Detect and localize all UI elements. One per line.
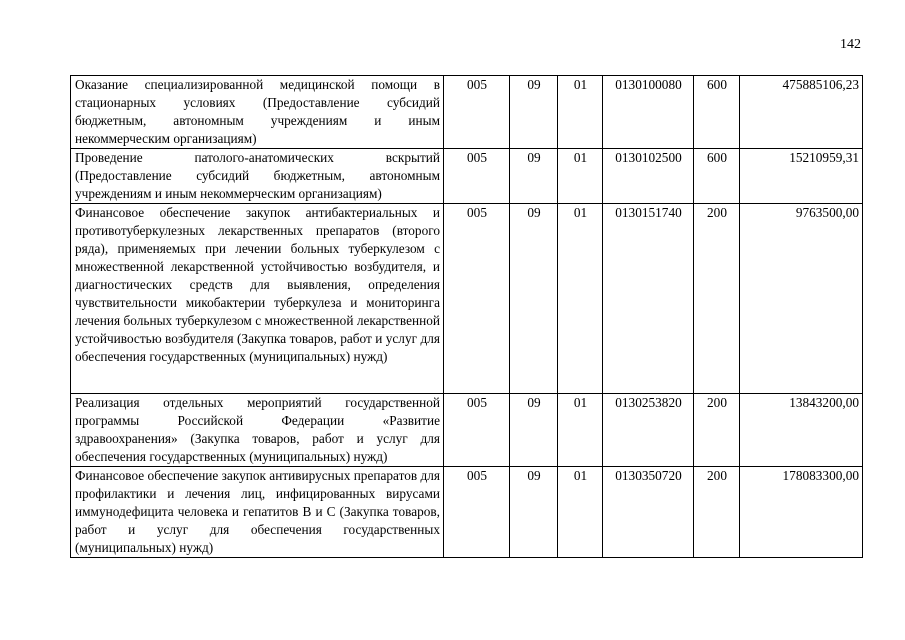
row-description: Финансовое обеспечение закупок антивирусных препаратов для профилактики и лечения лиц, инфицированных вирусами иммунодефицита человека и гепатитов В и С (Закупка товаров, работ и услуг для обеспечения государственных (муниципальных) нужд) (71, 467, 444, 558)
amount: 178083300,00 (740, 467, 863, 558)
page-number: 142 (840, 37, 861, 52)
ministry-code: 005 (444, 467, 510, 558)
table-row (71, 394, 863, 467)
section-code: 09 (510, 467, 558, 558)
table-row (71, 76, 863, 149)
target-article-code: 0130253820 (603, 394, 694, 467)
subsection-code: 01 (558, 467, 603, 558)
amount: 475885106,23 (740, 76, 863, 149)
target-article-code: 0130100080 (603, 76, 694, 149)
target-article-code: 0130102500 (603, 149, 694, 204)
ministry-code: 005 (444, 204, 510, 394)
budget-table (70, 75, 863, 558)
row-description: Финансовое обеспечение закупок антибактериальных и противотуберкулезных лекарственных препаратов (второго ряда), применяемых при лечении больных туберкулезом с множественной лекарственной устойчивостью возбудителя, и диагностических средств для выявления, определения чувствительности микобактерии туберкулеза и мониторинга лечения больных туберкулезом с множественной лекарственной устойчивостью возбудителя (Закупка товаров, работ и услуг для обеспечения государственных (муниципальных) нужд) (71, 204, 444, 394)
subsection-code: 01 (558, 76, 603, 149)
expense-type-code: 600 (694, 76, 740, 149)
subsection-code: 01 (558, 394, 603, 467)
ministry-code: 005 (444, 394, 510, 467)
expense-type-code: 200 (694, 204, 740, 394)
table-row (71, 149, 863, 204)
amount: 13843200,00 (740, 394, 863, 467)
subsection-code: 01 (558, 204, 603, 394)
subsection-code: 01 (558, 149, 603, 204)
amount: 15210959,31 (740, 149, 863, 204)
ministry-code: 005 (444, 76, 510, 149)
section-code: 09 (510, 76, 558, 149)
expense-type-code: 200 (694, 394, 740, 467)
row-description: Проведение патолого-анатомических вскрытий (Предоставление субсидий бюджетным, автономным учреждениям и иным некоммерческим организациям) (71, 149, 444, 204)
expense-type-code: 600 (694, 149, 740, 204)
expense-type-code: 200 (694, 467, 740, 558)
ministry-code: 005 (444, 149, 510, 204)
row-description: Реализация отдельных мероприятий государственной программы Российской Федерации «Развитие здравоохранения» (Закупка товаров, работ и услуг для обеспечения государственных (муниципальных) нужд) (71, 394, 444, 467)
section-code: 09 (510, 394, 558, 467)
section-code: 09 (510, 204, 558, 394)
table-row (71, 204, 863, 394)
section-code: 09 (510, 149, 558, 204)
target-article-code: 0130350720 (603, 467, 694, 558)
amount: 9763500,00 (740, 204, 863, 394)
target-article-code: 0130151740 (603, 204, 694, 394)
table-row (71, 467, 863, 558)
row-description: Оказание специализированной медицинской помощи в стационарных условиях (Предоставление субсидий бюджетным, автономным учреждениям и иным некоммерческим организациям) (71, 76, 444, 149)
